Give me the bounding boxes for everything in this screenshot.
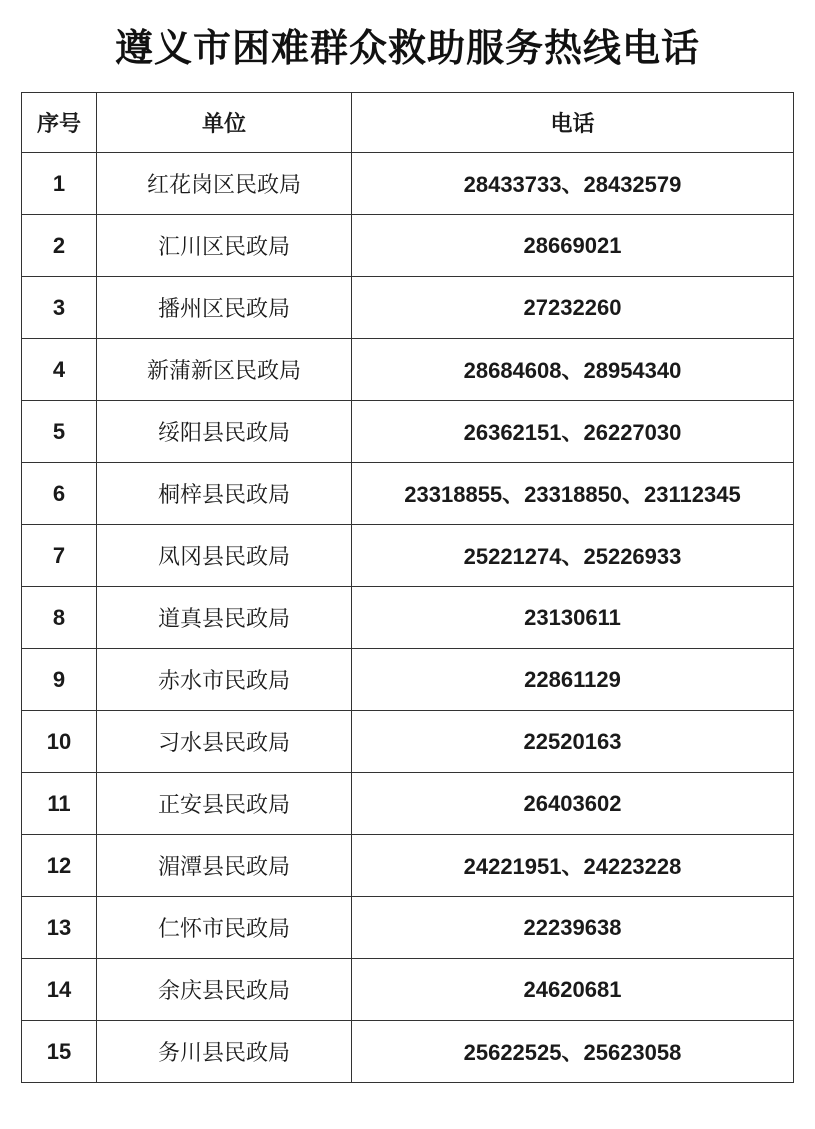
row-phone: 23318855、23318850、23112345 bbox=[352, 463, 794, 525]
table-row bbox=[22, 215, 794, 277]
row-unit: 绥阳县民政局 bbox=[97, 401, 352, 463]
row-serial-number: 2 bbox=[22, 215, 97, 277]
table-row bbox=[22, 463, 794, 525]
row-serial-number: 11 bbox=[22, 773, 97, 835]
row-unit: 务川县民政局 bbox=[97, 1021, 352, 1083]
table-row bbox=[22, 649, 794, 711]
row-unit: 仁怀市民政局 bbox=[97, 897, 352, 959]
row-serial-number: 1 bbox=[22, 153, 97, 215]
row-phone: 22239638 bbox=[352, 897, 794, 959]
row-phone: 26362151、26227030 bbox=[352, 401, 794, 463]
table-row bbox=[22, 339, 794, 401]
table-row bbox=[22, 587, 794, 649]
table-row bbox=[22, 773, 794, 835]
row-unit: 播州区民政局 bbox=[97, 277, 352, 339]
table-row bbox=[22, 525, 794, 587]
row-phone: 26403602 bbox=[352, 773, 794, 835]
table-row bbox=[22, 897, 794, 959]
row-phone: 28684608、28954340 bbox=[352, 339, 794, 401]
row-serial-number: 8 bbox=[22, 587, 97, 649]
table-row bbox=[22, 711, 794, 773]
table-row bbox=[22, 835, 794, 897]
row-serial-number: 10 bbox=[22, 711, 97, 773]
row-phone: 28669021 bbox=[352, 215, 794, 277]
table-body bbox=[22, 153, 794, 1083]
table-row bbox=[22, 959, 794, 1021]
row-phone: 22861129 bbox=[352, 649, 794, 711]
header-serial-number: 序号 bbox=[22, 93, 97, 153]
row-serial-number: 12 bbox=[22, 835, 97, 897]
row-serial-number: 13 bbox=[22, 897, 97, 959]
row-unit: 汇川区民政局 bbox=[97, 215, 352, 277]
row-phone: 23130611 bbox=[352, 587, 794, 649]
row-serial-number: 4 bbox=[22, 339, 97, 401]
row-unit: 红花岗区民政局 bbox=[97, 153, 352, 215]
row-unit: 新蒲新区民政局 bbox=[97, 339, 352, 401]
document-title: 遵义市困难群众救助服务热线电话 bbox=[114, 26, 700, 70]
row-phone: 25622525、25623058 bbox=[352, 1021, 794, 1083]
row-serial-number: 7 bbox=[22, 525, 97, 587]
hotline-table bbox=[21, 92, 794, 1083]
row-phone: 22520163 bbox=[352, 711, 794, 773]
row-unit: 桐梓县民政局 bbox=[97, 463, 352, 525]
row-serial-number: 15 bbox=[22, 1021, 97, 1083]
row-phone: 28433733、28432579 bbox=[352, 153, 794, 215]
row-unit: 凤冈县民政局 bbox=[97, 525, 352, 587]
table-row bbox=[22, 277, 794, 339]
row-unit: 道真县民政局 bbox=[97, 587, 352, 649]
row-serial-number: 3 bbox=[22, 277, 97, 339]
row-phone: 25221274、25226933 bbox=[352, 525, 794, 587]
row-serial-number: 14 bbox=[22, 959, 97, 1021]
row-serial-number: 9 bbox=[22, 649, 97, 711]
table-row bbox=[22, 1021, 794, 1083]
row-unit: 习水县民政局 bbox=[97, 711, 352, 773]
row-serial-number: 5 bbox=[22, 401, 97, 463]
table-row bbox=[22, 153, 794, 215]
header-phone: 电话 bbox=[352, 93, 794, 153]
row-phone: 27232260 bbox=[352, 277, 794, 339]
table-row bbox=[22, 401, 794, 463]
header-unit: 单位 bbox=[97, 93, 352, 153]
row-serial-number: 6 bbox=[22, 463, 97, 525]
table-header-row bbox=[22, 93, 794, 153]
row-unit: 赤水市民政局 bbox=[97, 649, 352, 711]
row-unit: 余庆县民政局 bbox=[97, 959, 352, 1021]
row-unit: 湄潭县民政局 bbox=[97, 835, 352, 897]
row-unit: 正安县民政局 bbox=[97, 773, 352, 835]
row-phone: 24221951、24223228 bbox=[352, 835, 794, 897]
row-phone: 24620681 bbox=[352, 959, 794, 1021]
